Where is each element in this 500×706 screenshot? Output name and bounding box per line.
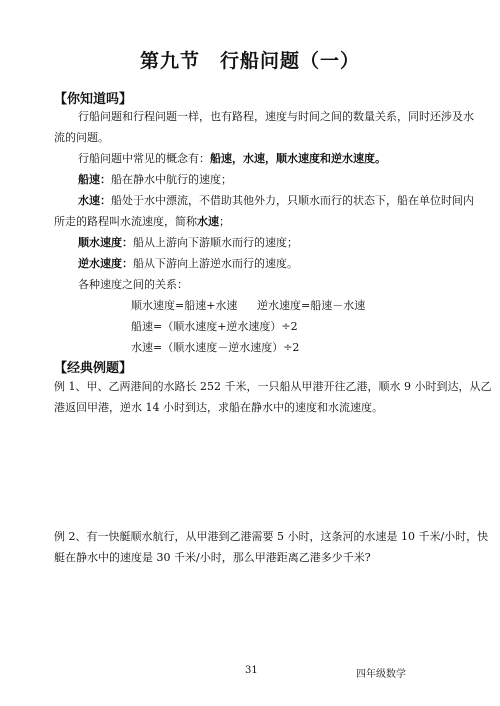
example-1-line-2: 港返回甲港，逆水 14 小时到达，求船在静水中的速度和水流速度。	[54, 401, 383, 414]
definition-water-speed-cont	[54, 211, 230, 232]
footer-label: 四年级数学	[356, 669, 406, 680]
relations-label: 各种速度之间的关系：	[78, 278, 188, 291]
concepts-prefix: 行船问题中常见的概念有：	[78, 152, 210, 165]
formula-upstream: 逆水速度=船速－水速	[257, 299, 366, 312]
intro-line-2: 流的问题。	[54, 131, 109, 144]
upstream-term: 逆水速度：	[78, 257, 133, 270]
water-speed-text-1: 船处于水中漂流，不借助其他外力，只顺水而行的状态下，船在单位时间内	[111, 194, 474, 207]
section-heading-examples: 【经典例题】	[54, 361, 133, 376]
example-1-line-1: 例 1、甲、乙两港间的水路长 252 千米，一只船从甲港开往乙港，顺水 9 小时到达，从乙	[54, 380, 492, 393]
water-speed-term: 水速：	[78, 194, 111, 207]
definition-water-speed	[78, 190, 474, 211]
section-heading-know: 【你知道吗】	[54, 92, 133, 107]
boat-speed-text: 船在静水中航行的速度；	[111, 173, 232, 186]
definition-downstream-speed	[78, 232, 298, 253]
definition-upstream-speed	[78, 253, 298, 274]
formula-downstream: 顺水速度=船速+水速	[131, 299, 238, 312]
definition-boat-speed	[78, 169, 232, 190]
intro-line-1: 行船问题和行程问题一样，也有路程，速度与时间之间的数量关系，同时还涉及水	[78, 110, 474, 123]
downstream-text: 船从上游向下游顺水而行的速度；	[133, 236, 298, 249]
example-2-line-1: 例 2、有一快艇顺水航行，从甲港到乙港需要 5 小时，这条河的水速是 10 千米/小时，快	[54, 530, 489, 543]
upstream-text: 船从下游向上游逆水而行的速度。	[133, 257, 298, 270]
page-number: 31	[245, 665, 258, 676]
page-title: 第九节 行船问题（一）	[139, 50, 360, 72]
downstream-term: 顺水速度：	[78, 236, 133, 249]
boat-speed-term: 船速：	[78, 173, 111, 186]
water-speed-text-2-end: ；	[219, 215, 230, 228]
formula-boat-speed: 船速=（顺水速度+逆水速度）÷2	[131, 320, 298, 333]
concepts-terms: 船速，水速，顺水速度和逆水速度。	[210, 152, 386, 165]
example-2-line-2: 艇在静水中的速度是 30 千米/小时，那么甲港距离乙港多少千米?	[54, 551, 371, 564]
water-speed-text-2: 所走的路程叫水流速度，简称	[54, 215, 197, 228]
concepts-line	[78, 148, 386, 169]
water-speed-short-term: 水速	[197, 215, 219, 228]
formula-water-speed: 水速=（顺水速度－逆水速度）÷2	[131, 341, 300, 354]
